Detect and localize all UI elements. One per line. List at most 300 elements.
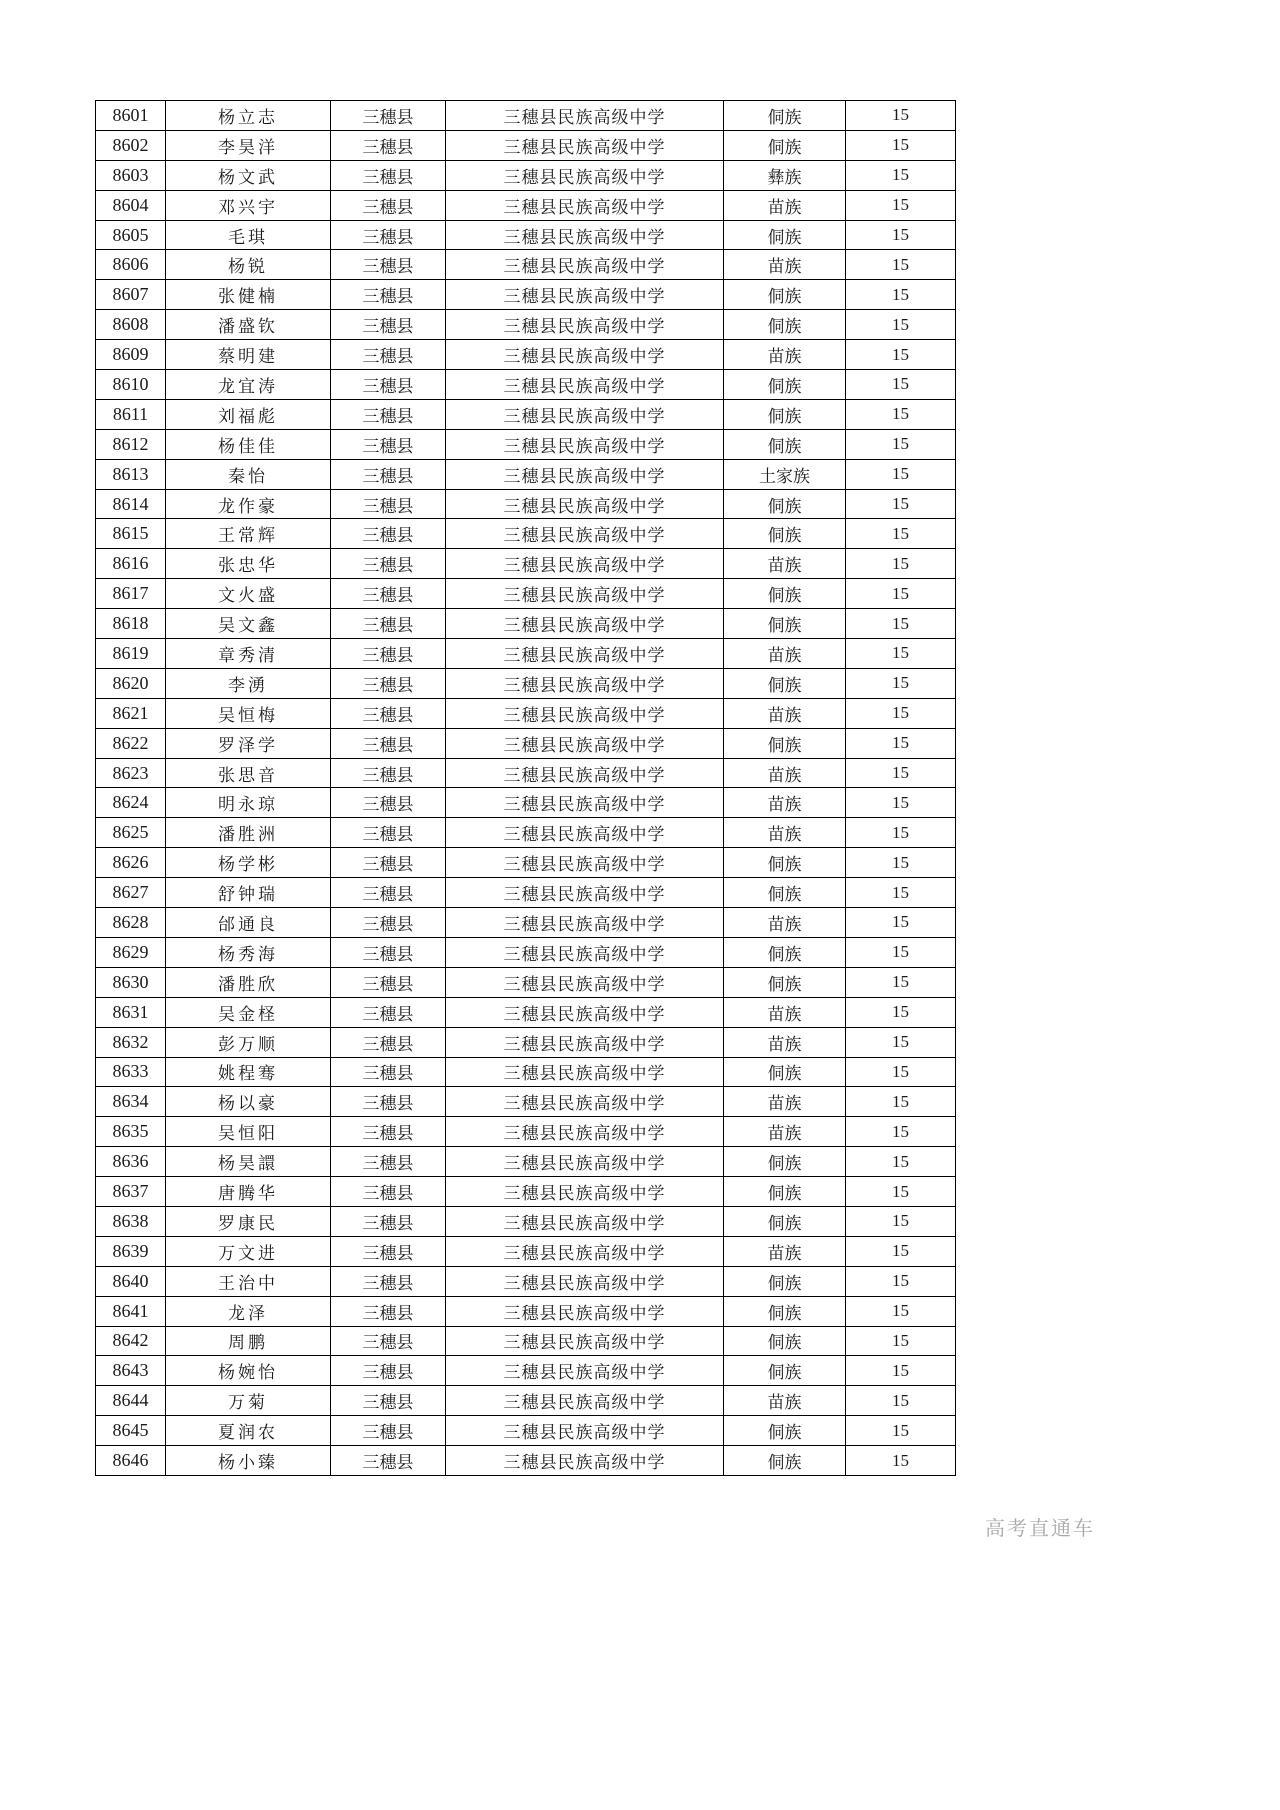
table-row (96, 250, 956, 280)
table-row (96, 818, 956, 848)
cell-id: 8636 (96, 1147, 166, 1177)
cell-id: 8620 (96, 668, 166, 698)
table-row (96, 489, 956, 519)
cell-ethnicity: 侗族 (724, 1296, 846, 1326)
cell-score: 15 (846, 429, 956, 459)
cell-name: 龙宜涛 (166, 370, 331, 400)
cell-id: 8607 (96, 280, 166, 310)
cell-id: 8604 (96, 190, 166, 220)
table-row (96, 1446, 956, 1476)
cell-county: 三穗县 (331, 160, 446, 190)
cell-ethnicity: 苗族 (724, 788, 846, 818)
cell-ethnicity: 苗族 (724, 818, 846, 848)
cell-id: 8621 (96, 698, 166, 728)
cell-id: 8640 (96, 1266, 166, 1296)
cell-ethnicity: 苗族 (724, 698, 846, 728)
cell-id: 8602 (96, 130, 166, 160)
cell-ethnicity: 侗族 (724, 1147, 846, 1177)
cell-ethnicity: 苗族 (724, 549, 846, 579)
cell-ethnicity: 苗族 (724, 908, 846, 938)
table-row (96, 1416, 956, 1446)
cell-name: 潘盛钦 (166, 310, 331, 340)
table-row (96, 698, 956, 728)
cell-id: 8638 (96, 1206, 166, 1236)
table-row (96, 609, 956, 639)
cell-county: 三穗县 (331, 489, 446, 519)
table-row (96, 1057, 956, 1087)
cell-score: 15 (846, 1177, 956, 1207)
cell-school: 三穗县民族高级中学 (446, 429, 724, 459)
cell-school: 三穗县民族高级中学 (446, 1326, 724, 1356)
cell-score: 15 (846, 250, 956, 280)
cell-score: 15 (846, 908, 956, 938)
cell-county: 三穗县 (331, 220, 446, 250)
cell-county: 三穗县 (331, 1027, 446, 1057)
cell-school: 三穗县民族高级中学 (446, 1057, 724, 1087)
cell-id: 8605 (96, 220, 166, 250)
cell-score: 15 (846, 1446, 956, 1476)
table-row (96, 1266, 956, 1296)
cell-score: 15 (846, 1266, 956, 1296)
cell-school: 三穗县民族高级中学 (446, 1147, 724, 1177)
table-row (96, 340, 956, 370)
cell-score: 15 (846, 101, 956, 131)
cell-name: 龙泽 (166, 1296, 331, 1326)
cell-ethnicity: 苗族 (724, 1117, 846, 1147)
cell-score: 15 (846, 280, 956, 310)
cell-id: 8612 (96, 429, 166, 459)
cell-score: 15 (846, 788, 956, 818)
cell-score: 15 (846, 489, 956, 519)
cell-id: 8625 (96, 818, 166, 848)
table-row (96, 579, 956, 609)
cell-score: 15 (846, 1386, 956, 1416)
table-row (96, 668, 956, 698)
cell-school: 三穗县民族高级中学 (446, 1117, 724, 1147)
cell-score: 15 (846, 1027, 956, 1057)
cell-name: 舒钟瑞 (166, 878, 331, 908)
cell-county: 三穗县 (331, 818, 446, 848)
cell-name: 李湧 (166, 668, 331, 698)
cell-name: 张健楠 (166, 280, 331, 310)
table-row (96, 549, 956, 579)
cell-ethnicity: 侗族 (724, 937, 846, 967)
cell-county: 三穗县 (331, 1416, 446, 1446)
cell-id: 8611 (96, 399, 166, 429)
table-row (96, 1206, 956, 1236)
cell-ethnicity: 苗族 (724, 1087, 846, 1117)
cell-county: 三穗县 (331, 1117, 446, 1147)
cell-school: 三穗县民族高级中学 (446, 1386, 724, 1416)
cell-ethnicity: 苗族 (724, 758, 846, 788)
cell-ethnicity: 侗族 (724, 967, 846, 997)
cell-id: 8619 (96, 639, 166, 669)
cell-ethnicity: 侗族 (724, 668, 846, 698)
cell-score: 15 (846, 519, 956, 549)
table-row (96, 997, 956, 1027)
cell-score: 15 (846, 130, 956, 160)
cell-id: 8610 (96, 370, 166, 400)
cell-county: 三穗县 (331, 1236, 446, 1266)
table-row (96, 1386, 956, 1416)
table-row (96, 788, 956, 818)
cell-ethnicity: 苗族 (724, 250, 846, 280)
cell-school: 三穗县民族高级中学 (446, 549, 724, 579)
cell-county: 三穗县 (331, 429, 446, 459)
table-row (96, 1177, 956, 1207)
cell-ethnicity: 苗族 (724, 1236, 846, 1266)
cell-id: 8645 (96, 1416, 166, 1446)
cell-school: 三穗县民族高级中学 (446, 399, 724, 429)
cell-id: 8635 (96, 1117, 166, 1147)
cell-ethnicity: 侗族 (724, 848, 846, 878)
cell-ethnicity: 侗族 (724, 399, 846, 429)
cell-name: 吴恒梅 (166, 698, 331, 728)
cell-school: 三穗县民族高级中学 (446, 668, 724, 698)
cell-name: 王常辉 (166, 519, 331, 549)
cell-county: 三穗县 (331, 1206, 446, 1236)
cell-name: 杨文武 (166, 160, 331, 190)
cell-name: 夏润农 (166, 1416, 331, 1446)
cell-id: 8603 (96, 160, 166, 190)
cell-school: 三穗县民族高级中学 (446, 1027, 724, 1057)
cell-id: 8644 (96, 1386, 166, 1416)
cell-county: 三穗县 (331, 280, 446, 310)
cell-name: 罗康民 (166, 1206, 331, 1236)
cell-id: 8606 (96, 250, 166, 280)
cell-ethnicity: 侗族 (724, 101, 846, 131)
cell-county: 三穗县 (331, 908, 446, 938)
cell-name: 杨以豪 (166, 1087, 331, 1117)
cell-school: 三穗县民族高级中学 (446, 280, 724, 310)
cell-county: 三穗县 (331, 130, 446, 160)
cell-name: 杨秀海 (166, 937, 331, 967)
cell-id: 8614 (96, 489, 166, 519)
cell-name: 章秀清 (166, 639, 331, 669)
cell-score: 15 (846, 758, 956, 788)
cell-name: 唐腾华 (166, 1177, 331, 1207)
cell-id: 8631 (96, 997, 166, 1027)
cell-id: 8608 (96, 310, 166, 340)
cell-score: 15 (846, 160, 956, 190)
cell-score: 15 (846, 1236, 956, 1266)
cell-id: 8617 (96, 579, 166, 609)
cell-ethnicity: 侗族 (724, 1326, 846, 1356)
cell-county: 三穗县 (331, 1446, 446, 1476)
table-row (96, 1296, 956, 1326)
cell-name: 姚程骞 (166, 1057, 331, 1087)
cell-name: 张思音 (166, 758, 331, 788)
cell-ethnicity: 侗族 (724, 878, 846, 908)
cell-ethnicity: 侗族 (724, 1206, 846, 1236)
cell-score: 15 (846, 340, 956, 370)
table-row (96, 370, 956, 400)
cell-score: 15 (846, 370, 956, 400)
cell-county: 三穗县 (331, 370, 446, 400)
cell-score: 15 (846, 609, 956, 639)
cell-ethnicity: 侗族 (724, 728, 846, 758)
cell-id: 8630 (96, 967, 166, 997)
cell-ethnicity: 苗族 (724, 997, 846, 1027)
cell-ethnicity: 侗族 (724, 310, 846, 340)
cell-name: 潘胜欣 (166, 967, 331, 997)
cell-score: 15 (846, 579, 956, 609)
cell-name: 杨立志 (166, 101, 331, 131)
cell-county: 三穗县 (331, 519, 446, 549)
cell-name: 彭万顺 (166, 1027, 331, 1057)
cell-school: 三穗县民族高级中学 (446, 1416, 724, 1446)
table-row (96, 758, 956, 788)
cell-name: 邓兴宇 (166, 190, 331, 220)
table-row (96, 1147, 956, 1177)
cell-name: 万文进 (166, 1236, 331, 1266)
cell-school: 三穗县民族高级中学 (446, 818, 724, 848)
cell-score: 15 (846, 728, 956, 758)
cell-score: 15 (846, 399, 956, 429)
table-row (96, 519, 956, 549)
cell-county: 三穗县 (331, 101, 446, 131)
cell-county: 三穗县 (331, 1177, 446, 1207)
table-row (96, 967, 956, 997)
cell-score: 15 (846, 549, 956, 579)
cell-county: 三穗县 (331, 728, 446, 758)
cell-county: 三穗县 (331, 459, 446, 489)
cell-id: 8624 (96, 788, 166, 818)
cell-score: 15 (846, 967, 956, 997)
cell-name: 潘胜洲 (166, 818, 331, 848)
cell-ethnicity: 侗族 (724, 370, 846, 400)
table-row (96, 1117, 956, 1147)
cell-ethnicity: 侗族 (724, 519, 846, 549)
table-row (96, 220, 956, 250)
table-row (96, 160, 956, 190)
cell-score: 15 (846, 997, 956, 1027)
table-row (96, 459, 956, 489)
cell-name: 王治中 (166, 1266, 331, 1296)
cell-name: 周鹏 (166, 1326, 331, 1356)
cell-school: 三穗县民族高级中学 (446, 878, 724, 908)
cell-score: 15 (846, 1206, 956, 1236)
cell-name: 吴金柽 (166, 997, 331, 1027)
cell-county: 三穗县 (331, 1147, 446, 1177)
cell-school: 三穗县民族高级中学 (446, 1206, 724, 1236)
cell-score: 15 (846, 1147, 956, 1177)
cell-school: 三穗县民族高级中学 (446, 160, 724, 190)
cell-ethnicity: 侗族 (724, 609, 846, 639)
cell-id: 8623 (96, 758, 166, 788)
table-row (96, 1236, 956, 1266)
table-row (96, 848, 956, 878)
cell-county: 三穗县 (331, 1356, 446, 1386)
cell-school: 三穗县民族高级中学 (446, 101, 724, 131)
cell-ethnicity: 侗族 (724, 1446, 846, 1476)
student-roster-table (95, 100, 956, 1476)
cell-school: 三穗县民族高级中学 (446, 250, 724, 280)
table-row (96, 728, 956, 758)
cell-ethnicity: 苗族 (724, 1027, 846, 1057)
cell-name: 邰通良 (166, 908, 331, 938)
cell-score: 15 (846, 1296, 956, 1326)
cell-county: 三穗县 (331, 1296, 446, 1326)
cell-school: 三穗县民族高级中学 (446, 220, 724, 250)
table-row (96, 1326, 956, 1356)
cell-score: 15 (846, 190, 956, 220)
cell-school: 三穗县民族高级中学 (446, 1087, 724, 1117)
cell-name: 杨昊譞 (166, 1147, 331, 1177)
cell-county: 三穗县 (331, 609, 446, 639)
cell-name: 万菊 (166, 1386, 331, 1416)
cell-ethnicity: 侗族 (724, 130, 846, 160)
cell-ethnicity: 侗族 (724, 1177, 846, 1207)
table-row (96, 908, 956, 938)
cell-score: 15 (846, 1117, 956, 1147)
cell-ethnicity: 侗族 (724, 429, 846, 459)
table-row (96, 130, 956, 160)
cell-county: 三穗县 (331, 997, 446, 1027)
cell-score: 15 (846, 848, 956, 878)
cell-school: 三穗县民族高级中学 (446, 698, 724, 728)
cell-ethnicity: 侗族 (724, 1416, 846, 1446)
cell-name: 明永琼 (166, 788, 331, 818)
cell-county: 三穗县 (331, 399, 446, 429)
table-row (96, 639, 956, 669)
cell-county: 三穗县 (331, 878, 446, 908)
cell-school: 三穗县民族高级中学 (446, 848, 724, 878)
cell-ethnicity: 侗族 (724, 1356, 846, 1386)
table-row (96, 190, 956, 220)
cell-ethnicity: 侗族 (724, 489, 846, 519)
cell-county: 三穗县 (331, 967, 446, 997)
cell-school: 三穗县民族高级中学 (446, 1356, 724, 1386)
cell-school: 三穗县民族高级中学 (446, 1446, 724, 1476)
student-roster-table-container (95, 100, 956, 1476)
cell-county: 三穗县 (331, 788, 446, 818)
cell-county: 三穗县 (331, 758, 446, 788)
cell-ethnicity: 苗族 (724, 340, 846, 370)
cell-name: 李昊洋 (166, 130, 331, 160)
cell-county: 三穗县 (331, 310, 446, 340)
cell-id: 8634 (96, 1087, 166, 1117)
cell-score: 15 (846, 1326, 956, 1356)
cell-ethnicity: 彝族 (724, 160, 846, 190)
cell-name: 刘福彪 (166, 399, 331, 429)
cell-id: 8642 (96, 1326, 166, 1356)
cell-name: 杨小臻 (166, 1446, 331, 1476)
cell-school: 三穗县民族高级中学 (446, 459, 724, 489)
cell-school: 三穗县民族高级中学 (446, 519, 724, 549)
cell-school: 三穗县民族高级中学 (446, 997, 724, 1027)
cell-ethnicity: 苗族 (724, 1386, 846, 1416)
cell-school: 三穗县民族高级中学 (446, 728, 724, 758)
cell-id: 8618 (96, 609, 166, 639)
cell-id: 8626 (96, 848, 166, 878)
cell-score: 15 (846, 1356, 956, 1386)
cell-school: 三穗县民族高级中学 (446, 370, 724, 400)
cell-name: 杨学彬 (166, 848, 331, 878)
cell-county: 三穗县 (331, 579, 446, 609)
cell-school: 三穗县民族高级中学 (446, 758, 724, 788)
table-row (96, 1356, 956, 1386)
cell-school: 三穗县民族高级中学 (446, 310, 724, 340)
cell-school: 三穗县民族高级中学 (446, 1236, 724, 1266)
cell-name: 吴文鑫 (166, 609, 331, 639)
cell-ethnicity: 苗族 (724, 639, 846, 669)
cell-id: 8622 (96, 728, 166, 758)
cell-id: 8601 (96, 101, 166, 131)
cell-name: 毛琪 (166, 220, 331, 250)
cell-id: 8643 (96, 1356, 166, 1386)
cell-id: 8641 (96, 1296, 166, 1326)
cell-score: 15 (846, 220, 956, 250)
cell-score: 15 (846, 698, 956, 728)
cell-county: 三穗县 (331, 698, 446, 728)
cell-school: 三穗县民族高级中学 (446, 967, 724, 997)
cell-school: 三穗县民族高级中学 (446, 1266, 724, 1296)
cell-county: 三穗县 (331, 549, 446, 579)
cell-id: 8609 (96, 340, 166, 370)
cell-score: 15 (846, 310, 956, 340)
table-row (96, 429, 956, 459)
cell-school: 三穗县民族高级中学 (446, 937, 724, 967)
cell-score: 15 (846, 668, 956, 698)
cell-score: 15 (846, 1416, 956, 1446)
cell-county: 三穗县 (331, 1386, 446, 1416)
cell-school: 三穗县民族高级中学 (446, 639, 724, 669)
table-row (96, 1087, 956, 1117)
cell-school: 三穗县民族高级中学 (446, 579, 724, 609)
cell-county: 三穗县 (331, 1326, 446, 1356)
cell-ethnicity: 侗族 (724, 220, 846, 250)
cell-name: 杨婉怡 (166, 1356, 331, 1386)
cell-score: 15 (846, 1087, 956, 1117)
cell-ethnicity: 侗族 (724, 280, 846, 310)
table-row (96, 878, 956, 908)
cell-score: 15 (846, 878, 956, 908)
table-row (96, 280, 956, 310)
cell-name: 杨锐 (166, 250, 331, 280)
cell-school: 三穗县民族高级中学 (446, 489, 724, 519)
cell-score: 15 (846, 459, 956, 489)
cell-name: 龙作豪 (166, 489, 331, 519)
cell-id: 8616 (96, 549, 166, 579)
cell-county: 三穗县 (331, 1087, 446, 1117)
cell-id: 8628 (96, 908, 166, 938)
cell-school: 三穗县民族高级中学 (446, 130, 724, 160)
cell-id: 8615 (96, 519, 166, 549)
cell-school: 三穗县民族高级中学 (446, 609, 724, 639)
cell-id: 8639 (96, 1236, 166, 1266)
cell-school: 三穗县民族高级中学 (446, 788, 724, 818)
cell-name: 文火盛 (166, 579, 331, 609)
table-row (96, 399, 956, 429)
cell-name: 杨佳佳 (166, 429, 331, 459)
cell-ethnicity: 侗族 (724, 579, 846, 609)
table-row (96, 1027, 956, 1057)
table-row (96, 937, 956, 967)
cell-id: 8627 (96, 878, 166, 908)
cell-name: 罗泽学 (166, 728, 331, 758)
cell-id: 8633 (96, 1057, 166, 1087)
table-row (96, 101, 956, 131)
cell-ethnicity: 土家族 (724, 459, 846, 489)
cell-ethnicity: 苗族 (724, 190, 846, 220)
cell-school: 三穗县民族高级中学 (446, 190, 724, 220)
cell-name: 蔡明建 (166, 340, 331, 370)
cell-county: 三穗县 (331, 639, 446, 669)
cell-id: 8629 (96, 937, 166, 967)
cell-id: 8646 (96, 1446, 166, 1476)
table-row (96, 310, 956, 340)
